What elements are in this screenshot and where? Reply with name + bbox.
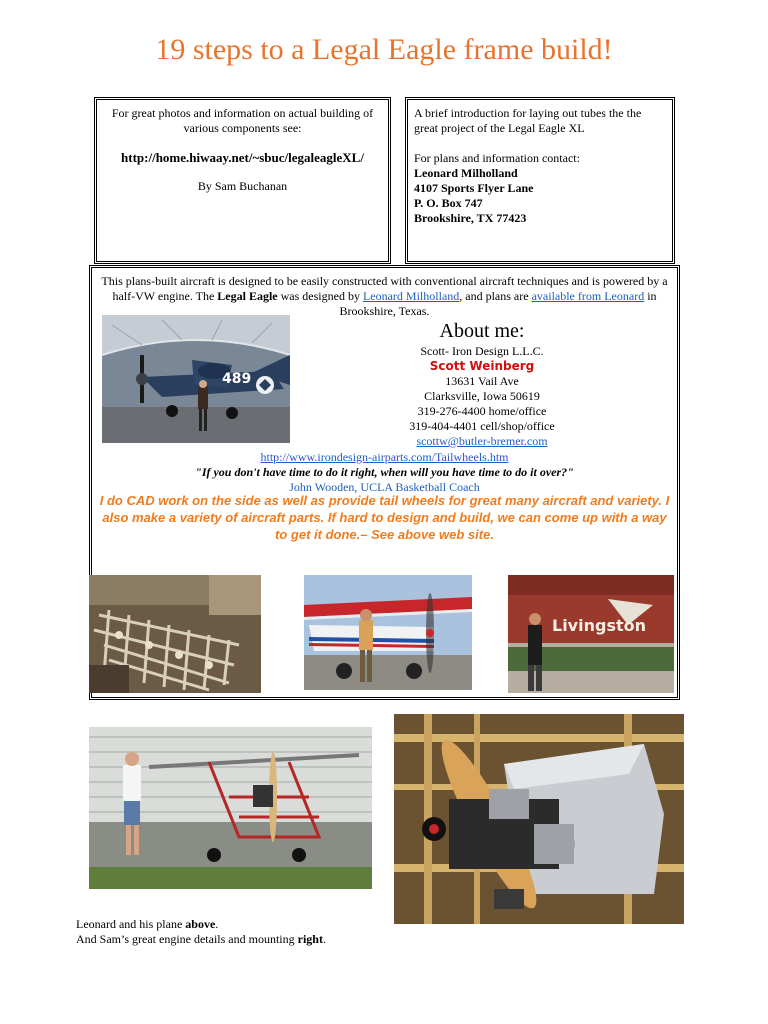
contact-city: Brookshire, TX 77423 <box>414 211 527 225</box>
resource-author: By Sam Buchanan <box>197 179 288 193</box>
plane-number: 489 <box>222 371 252 387</box>
address-street: 13631 Vail Ave <box>445 374 519 388</box>
contact-pobox: P. O. Box 747 <box>414 196 483 210</box>
resource-url[interactable]: http://home.hiwaay.net/~sbuc/legaleagleXL/ <box>121 150 364 165</box>
contact-box <box>405 97 675 264</box>
plans-link[interactable]: available from Leonard <box>531 289 645 303</box>
sign-text: Livingston <box>552 616 646 635</box>
caption-text: And Sam’s great engine details and mounting <box>76 932 298 946</box>
caption-line-2 <box>76 932 326 947</box>
page-title: 19 steps to a Legal Eagle frame build! <box>155 33 613 66</box>
legal-eagle-plane-photo <box>89 727 372 889</box>
aircraft-intro <box>98 274 671 319</box>
cad-statement: I do CAD work on the side as well as provide tail wheels for great many aircraft and variety. I also make a variety of aircraft parts. If hard to design and build, we can come up with a way to get it done.– See above web site. <box>99 493 670 542</box>
about-me <box>292 318 672 449</box>
about-box <box>89 265 680 700</box>
contact-street: 4107 Sports Flyer Lane <box>414 181 534 195</box>
company-name: Scott- Iron Design L.L.C. <box>420 344 544 358</box>
caption-text: . <box>215 917 219 931</box>
resource-box <box>94 97 391 264</box>
intro-text: This plans-built aircraft is designed to be easily constructed with conventional aircraft techniques and is powered by a half-VW engine. The <box>101 274 668 303</box>
person-name: Scott Weinberg <box>429 359 535 373</box>
phone-home: 319-276-4400 home/office <box>417 404 547 418</box>
website-link[interactable]: http://www.irondesign-airparts.com/Tailwheels.htm <box>260 450 509 464</box>
quote-block <box>98 450 671 495</box>
contact-name: Leonard Milholland <box>414 166 518 180</box>
address-city: Clarksville, Iowa 50619 <box>424 389 540 403</box>
intro-text: , and plans are <box>459 289 532 303</box>
about-header: About me: <box>439 320 525 342</box>
intro-bold: Legal Eagle <box>217 289 278 303</box>
photo-caption <box>76 917 326 947</box>
caption-text: . <box>322 932 326 946</box>
quote-text: "If you don't have time to do it right, when will you have time to do it over?" <box>195 465 574 479</box>
intro-text: was designed by <box>277 289 363 303</box>
caption-bold: right <box>297 932 323 946</box>
contact-label: For plans and information contact: <box>414 151 580 165</box>
caption-bold: above <box>185 917 216 931</box>
engine-mount-photo <box>394 714 684 924</box>
intro-text: in Brookshire, Texas. <box>339 289 657 318</box>
phone-cell: 319-404-4401 cell/shop/office <box>409 419 555 433</box>
frame-parts-photo <box>89 575 261 693</box>
contact-intro: A brief introduction for laying out tubes the the great project of the Legal Eagle XL <box>414 106 642 135</box>
airplane-owner-photo <box>304 575 472 690</box>
caption-text: Leonard and his plane <box>76 917 186 931</box>
caption-line-1 <box>76 917 326 932</box>
quote-author: John Wooden, UCLA Basketball Coach <box>289 480 480 494</box>
milholland-link[interactable]: Leonard Milholland <box>362 289 460 303</box>
email-link[interactable]: scottw@butler-bremer.com <box>416 434 548 448</box>
livingston-aviation-photo <box>508 575 674 693</box>
hangar-photo <box>102 315 290 443</box>
resource-text: For great photos and information on actual building of various components see: <box>111 106 374 135</box>
